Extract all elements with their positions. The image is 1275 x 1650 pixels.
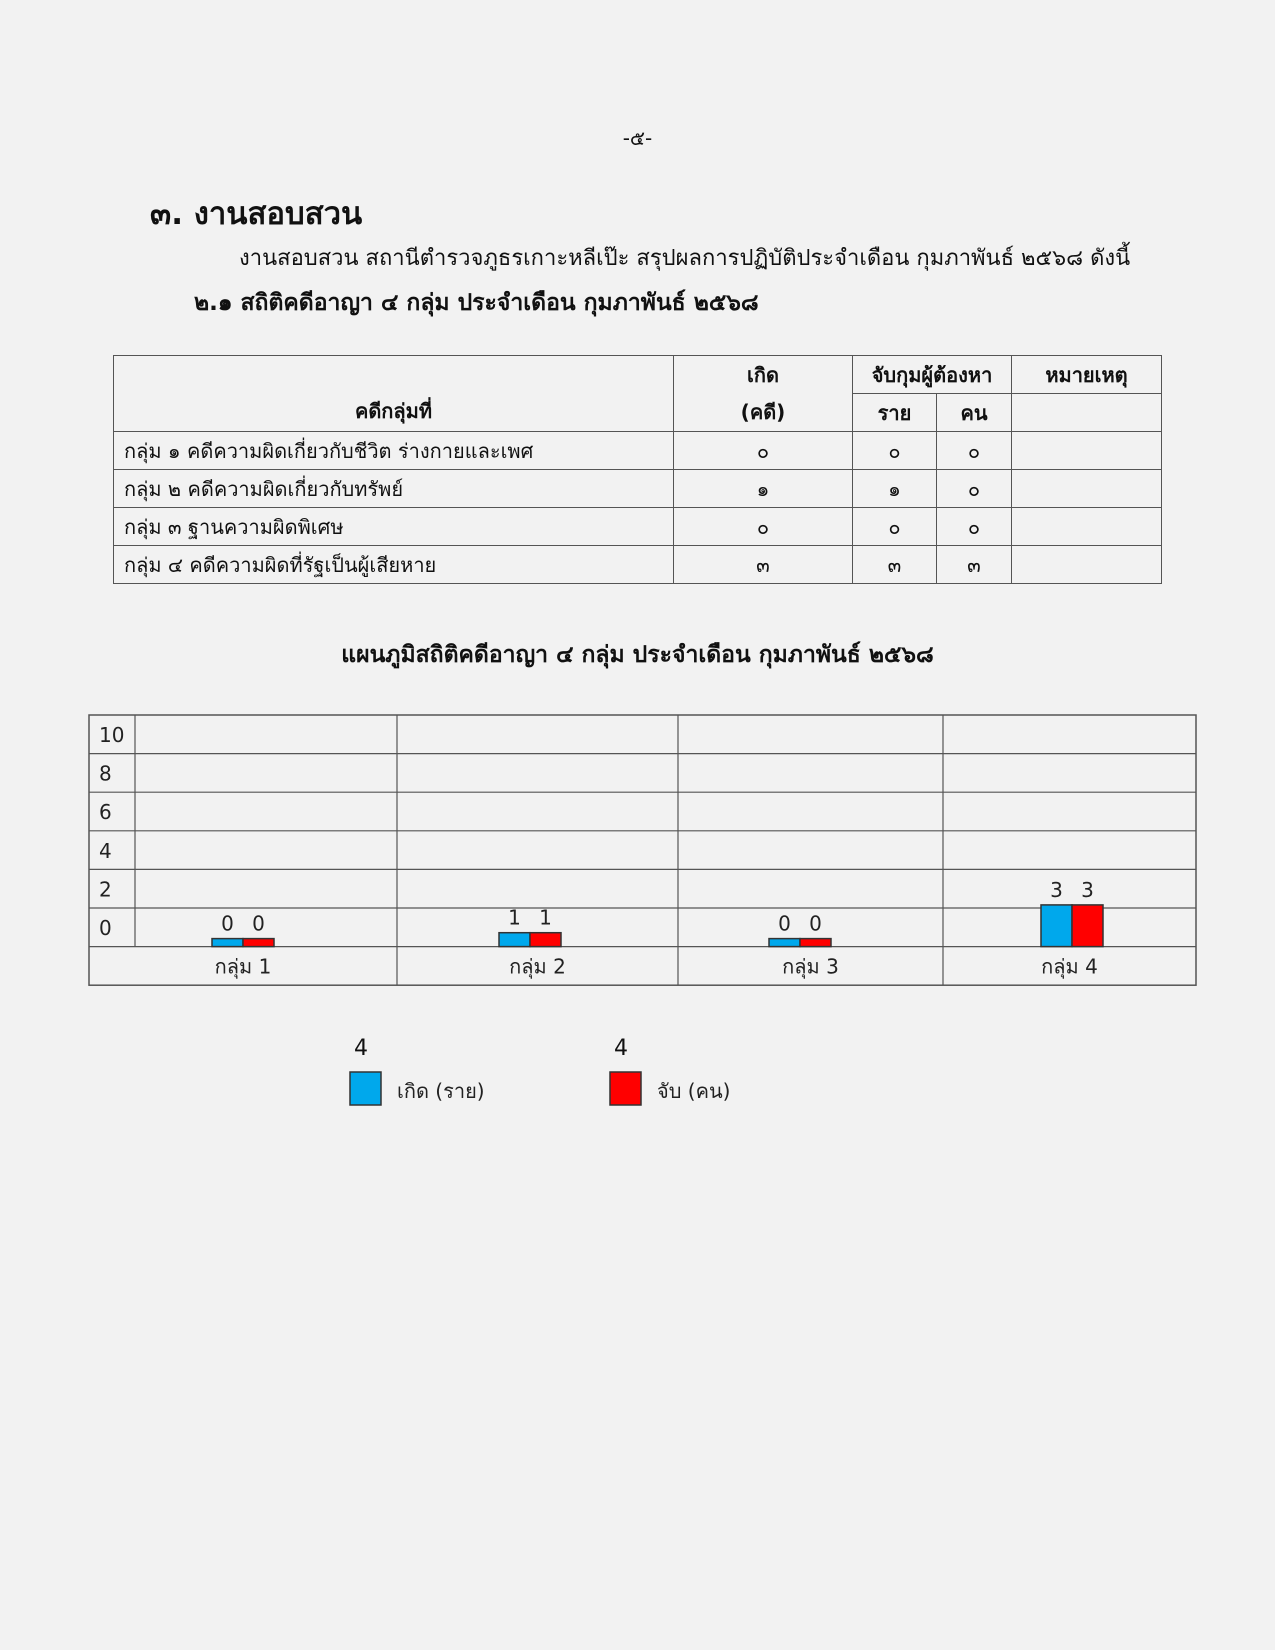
cell-remark <box>1012 470 1162 508</box>
legend-label: เกิด (ราย) <box>397 1079 485 1103</box>
bar-arrested <box>800 939 831 947</box>
header-persons: คน <box>937 394 1012 432</box>
data-label: 0 <box>809 911 822 936</box>
y-tick-label: 4 <box>99 838 112 863</box>
header-remark: หมายเหตุ <box>1012 356 1162 394</box>
table-row <box>114 470 1162 508</box>
bar-arrested <box>1072 905 1103 947</box>
sub-heading: ๒.๑ สถิติคดีอาญา ๔ กลุ่ม ประจำเดือน กุมภาพันธ์ ๒๕๖๘ <box>194 290 759 316</box>
y-tick-label: 2 <box>99 877 112 902</box>
bar-occurred <box>212 939 243 947</box>
cell-cases: ๑ <box>853 470 937 508</box>
table-row <box>114 432 1162 470</box>
crime-stats-table <box>113 355 1162 584</box>
cell-group: กลุ่ม ๑ คดีความผิดเกี่ยวกับชีวิต ร่างกายและเพศ <box>114 432 674 470</box>
category-label: กลุ่ม 2 <box>509 954 566 979</box>
header-cases: ราย <box>853 394 937 432</box>
cell-persons: ๐ <box>937 470 1012 508</box>
cell-remark <box>1012 432 1162 470</box>
intro-paragraph: งานสอบสวน สถานีตำรวจภูธรเกาะหลีเป๊ะ สรุปผลการปฏิบัติประจำเดือน กุมภาพันธ์ ๒๕๖๘ ดังนี้ <box>239 246 1131 271</box>
chart-legend <box>330 1035 750 1115</box>
y-tick-label: 10 <box>99 723 125 747</box>
header-remark-blank <box>1012 394 1162 432</box>
y-tick-label: 0 <box>99 916 112 940</box>
cell-persons: ๐ <box>937 432 1012 470</box>
cell-group: กลุ่ม ๓ ฐานความผิดพิเศษ <box>114 508 674 546</box>
chart-title: แผนภูมิสถิติคดีอาญา ๔ กลุ่ม ประจำเดือน กุมภาพันธ์ ๒๕๖๘ <box>341 642 934 668</box>
data-label: 1 <box>508 905 521 930</box>
data-label: 0 <box>778 911 791 936</box>
data-label: 3 <box>1050 877 1063 902</box>
data-label: 0 <box>221 911 234 936</box>
y-tick-label: 8 <box>99 761 112 786</box>
legend-swatch <box>610 1072 641 1105</box>
legend-value: 4 <box>354 1036 368 1061</box>
cell-cases: ๓ <box>853 546 937 584</box>
category-label: กลุ่ม 3 <box>782 954 839 979</box>
bar-occurred <box>1041 905 1072 947</box>
bar-arrested <box>530 933 561 947</box>
bar-occurred <box>499 933 530 947</box>
cell-group: กลุ่ม ๒ คดีความผิดเกี่ยวกับทรัพย์ <box>114 470 674 508</box>
cell-cases: ๐ <box>853 508 937 546</box>
cell-cases: ๐ <box>853 432 937 470</box>
cell-remark <box>1012 546 1162 584</box>
bar-chart <box>88 714 1198 988</box>
section-heading: ๓. งานสอบสวน <box>150 196 363 232</box>
legend-label: จับ (คน) <box>657 1079 731 1103</box>
cell-occurred: ๓ <box>674 546 853 584</box>
category-label: กลุ่ม 1 <box>214 954 272 979</box>
header-group: คดีกลุ่มที่ <box>114 356 674 432</box>
data-label: 0 <box>252 911 265 936</box>
cell-persons: ๐ <box>937 508 1012 546</box>
table-row <box>114 508 1162 546</box>
page-number: -๕- <box>622 126 653 150</box>
cell-occurred: ๐ <box>674 432 853 470</box>
cell-persons: ๓ <box>937 546 1012 584</box>
cell-group: กลุ่ม ๔ คดีความผิดที่รัฐเป็นผู้เสียหาย <box>114 546 674 584</box>
bar-occurred <box>769 939 800 947</box>
data-label: 1 <box>539 905 552 930</box>
header-arrest: จับกุมผู้ต้องหา <box>853 356 1012 394</box>
legend-value: 4 <box>614 1036 628 1061</box>
cell-occurred: ๑ <box>674 470 853 508</box>
data-label: 3 <box>1081 877 1094 902</box>
legend-swatch <box>350 1072 381 1105</box>
header-occurred-line1: เกิด <box>674 356 853 394</box>
cell-remark <box>1012 508 1162 546</box>
header-occurred-line2: (คดี) <box>674 394 853 432</box>
table-header-row <box>114 356 1162 394</box>
cell-occurred: ๐ <box>674 508 853 546</box>
table-row <box>114 546 1162 584</box>
category-label: กลุ่ม 4 <box>1041 954 1098 979</box>
y-tick-label: 6 <box>99 800 112 825</box>
bar-arrested <box>243 939 274 947</box>
